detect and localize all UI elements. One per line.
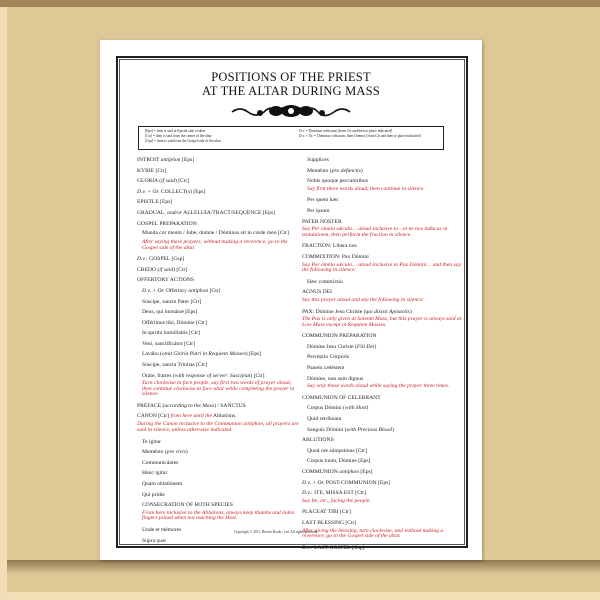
mass-part-item [137,401,302,412]
mass-part-item [302,166,467,177]
text-segment: ) [185,449,188,456]
text-segment: Per ipsum [307,207,330,214]
mass-part-item [137,297,302,308]
text-segment: Pax [310,316,322,323]
text-segment: Quam oblatiónem [142,481,183,487]
text-segment: pro defunctis [331,167,361,174]
legend-box [138,126,444,150]
mass-part-item [137,536,302,547]
rubric-note [302,187,467,193]
text-segment: FRACTION: Líbera nos [302,243,357,250]
text-segment: EPISTLE [Eps] [137,199,173,206]
text-segment: pro vivis [166,449,186,456]
text-segment: [Eps] [359,469,373,475]
text-segment: antiphon [160,157,181,163]
text-segment: Say this prayer aloud and say the following in silence: [302,296,424,303]
text-segment: Hæc commíxtio [307,278,343,285]
text-segment: ) [Eps] [245,351,262,358]
text-segment: Súscipe, sancte Pater [Ctr] [142,298,202,305]
text-segment: Nobis quoque peccatóribus [307,178,368,185]
text-segment: Communion antiphon, [213,421,266,428]
text-segment: Corpus Dómini ( [307,405,345,412]
text-segment: Ablutions, [200,509,227,516]
mass-part-item [137,447,302,458]
text-segment: PATER NOSTER [302,218,342,225]
mass-part-item [137,479,302,490]
text-segment: From here inclusive to the [142,509,201,516]
text-segment: During the [137,421,162,428]
mass-part-item [137,187,302,198]
text-segment: CREDO ( [137,266,160,273]
text-segment: Percéptio Córporis [307,354,350,361]
mass-part-item [302,403,467,414]
text-segment: Hanc igitur [142,470,168,477]
text-segment: Say [302,226,311,233]
text-segment: Per quem hæc [307,197,339,204]
text-segment: D.v.: [137,256,148,263]
mass-part-item [137,349,302,360]
text-segment: ) [Ctr] [173,266,188,273]
text-segment: Te igitur [142,438,162,445]
text-segment: etc., facing the people. [320,497,371,504]
text-segment: Súpplices [307,157,329,163]
mass-part-item [137,360,302,371]
text-segment: PREFACE ( [137,403,165,410]
mass-part-item [137,286,302,297]
text-segment: Meménto ( [142,449,167,456]
text-segment: Meménto ( [307,167,332,174]
mass-part-item [137,265,302,276]
text-segment: GLORIA ( [137,178,162,185]
text-segment: with Precious Blood [346,426,392,433]
text-segment: Fili Dei [356,343,375,350]
legend-ctr: [Ctr] = item is said from the center of the altar [145,134,212,139]
mass-part-item [302,414,467,425]
text-segment: Ablutions. [211,412,237,419]
text-segment: from here until the [170,412,212,419]
mass-part-item [302,241,467,252]
title-line-2: AT THE ALTAR DURING MASS [202,84,380,98]
text-segment: qui dixísti Apóstolis [365,308,410,315]
legend-dv: D.v. = Dominus vobiscum [from Ctr and then to place indicated] [299,129,393,133]
text-segment: Sanguis Dómini ( [307,426,347,433]
text-segment: ) [391,426,394,433]
text-segment: Lavábo ( [142,351,163,358]
text-segment: Unde et mémores [142,526,182,533]
text-segment: Offertory [164,287,189,294]
frame-shadow [7,560,600,574]
text-segment: D.v.: [302,544,313,551]
text-segment: GOSPEL [Gsp] [147,256,185,263]
text-segment: Corpus tuum, Dómine [Eps] [307,458,371,465]
text-segment: inclusive to the [179,421,213,428]
text-segment: aloud inclusive to [358,261,399,268]
text-segment: and/or [167,209,183,216]
text-segment: [Eps] [180,157,195,163]
text-segment: with response of server: Suscípiat [174,372,251,379]
text-segment: Ite, [310,497,321,504]
text-segment: ) [409,308,412,315]
text-segment: After saying these prayers, without making a reverence, go to the Gospel side of the altar. [142,238,288,251]
rubric-note [137,381,302,398]
mass-part-item [302,478,467,489]
rubric-note [302,317,467,328]
rubric-note [137,422,302,433]
text-segment: INTROIT [137,157,161,163]
mass-part-item [302,206,467,217]
text-segment: is only given at Solemn Mass, but this prayer is always said at Low Mass except in Requiem Masses. [302,316,462,328]
mass-part-item [302,435,467,446]
mass-part-item [137,155,302,166]
legend-gsp: [Gsp] = item is said from the Gospel side of the altar [145,139,221,144]
mass-part-item [137,166,302,177]
text-segment: OFFERTORY ACTIONS [137,277,195,284]
text-segment: Dómine, non sum dignus [307,375,364,382]
text-segment: if said [159,266,174,273]
mass-part-item [302,155,467,166]
mass-part-item [137,414,302,420]
page-title [100,70,482,98]
text-segment: GRADUAL, [137,209,168,216]
text-segment: CONSECRATION OF BOTH SPECIES [142,502,233,509]
text-segment: always keep thumbs and index fingers joined when not touching the Host. [142,509,295,522]
text-segment: ALLELUIA/TRACT/SEQUENCE [Eps] [182,209,275,216]
text-segment: ) [Ctr] [174,178,190,185]
text-segment: ) / SANCTUS [214,403,246,410]
text-segment: ) [374,343,377,350]
mass-part-item [302,456,467,467]
text-segment: Offérimus tibi, Dómine [Ctr] [142,319,207,326]
text-segment: Per ómnia sǽcula… [310,226,359,233]
text-segment: LAST GOSPEL [Gsp] [312,544,365,551]
text-segment: Per ómnia sǽcula… [310,261,359,268]
text-segment: COMMIXTION: Pax Dómini [302,253,369,260]
mass-part-item [137,468,302,479]
text-segment: Munda cor meum / Jube, domne / Dóminus sit in corde meo [Ctr] [142,230,289,237]
mass-part-item [137,197,302,208]
frame-bottom-edge [7,592,600,600]
text-segment: AGNUS DEI [302,289,332,296]
text-segment: The [302,316,311,323]
text-segment: D.v. + Or. [137,188,160,195]
mass-part-item [302,543,467,554]
rubric-note [302,263,467,274]
text-segment: Quod ore súmpsimus [Ctr] [307,447,367,454]
ornament-scroll-icon [230,102,352,120]
text-segment: POST-COMMUNION [Eps] [324,479,391,486]
rubric-note [137,511,302,522]
rubric-note [302,298,467,304]
mass-part-item [137,339,302,350]
text-segment: Qui prídie [142,491,165,498]
text-segment: COMMUNION OF CELEBRANT [302,394,381,401]
text-segment: Say first three words aloud, then continue in silence. [307,185,425,192]
frame-top-edge [0,0,600,7]
text-segment: COLLECT(s) [Eps] [159,188,206,195]
mass-part-item [302,352,467,363]
text-segment: aloud inclusive to [358,226,399,233]
text-segment: In spíritu humilitátis [Ctr] [142,330,200,337]
mass-part-item [302,467,467,478]
mass-part-item [302,331,467,342]
title-line-1: POSITIONS OF THE PRIEST [211,70,371,84]
mass-part-item [302,425,467,436]
mass-part-item [302,507,467,518]
mass-part-item [137,176,302,187]
mass-part-item [302,393,467,404]
mass-part-item [302,363,467,374]
text-segment: Say [302,497,311,504]
text-segment: then perform the fraction in silence. [331,231,412,238]
copyright-text: Copyright © 2011. Biretta Books, Ltd. All rights reserved. [234,530,318,534]
frame-left-edge [0,7,7,600]
text-segment: ) [Ctr] [250,372,265,379]
mass-part-item [302,446,467,457]
mass-part-item [137,328,302,339]
text-segment: COMMUNION PREPARATION [302,333,377,340]
rubric-note [137,240,302,251]
legend-dv-or: D.v. + Or. = Dominus vobiscum, then Oremus [from Ctr and then to place indicated] [299,134,421,139]
mass-part-item [137,307,302,318]
mass-part-item [137,208,302,219]
mass-part-item [137,458,302,469]
text-segment: D.v. + Or. [302,479,325,486]
mass-part-item [302,195,467,206]
text-segment: antiphon [339,469,360,475]
document-page [100,40,482,560]
mass-part-item [137,275,302,286]
text-segment: PLACEAT TIBI [Ctr] [302,509,351,516]
text-segment: Supra quæ [142,537,166,544]
text-segment: GOSPEL PREPARATION [137,220,197,227]
text-segment: D.v.: [302,490,313,497]
text-segment: COMMUNION [302,469,340,475]
mass-part-item [137,231,302,237]
rubric-note [302,529,467,540]
text-segment: Canon [161,421,180,428]
left-column [137,155,302,546]
text-segment: Turn clockwise to face people, say first two words of prayer aloud, then continue clockwise to face altar while completing the prayer in silence. [142,380,295,398]
text-segment: Say [302,261,311,268]
text-segment: [Ctr] [208,287,221,294]
text-segment: omit Glória Patri in Requiem Masses [162,351,246,358]
rubric-note [302,384,467,390]
legend-eps: [Eps] = item is said at Epistle side of altar [145,129,206,133]
text-segment: Communicántes [142,459,179,466]
text-segment: Oráte, fratres ( [142,372,175,379]
mass-part-item [302,342,467,353]
text-segment: After giving the blessing, turn clockwise, and without making a reverence, go to the Gospel side of the altar. [302,527,444,540]
text-segment: ITE, MISSA EST [Ctr] [312,490,366,497]
mass-part-item [302,277,467,288]
text-segment: Dómine Jesu Christe ( [307,343,357,350]
text-segment: PAX: Dómine Jesu Christe ( [302,308,366,315]
mass-part-item [137,318,302,329]
text-segment: ABLUTIONS [302,437,334,444]
mass-part-item [137,254,302,265]
text-segment: according to the Mass [164,403,215,410]
mass-part-item [137,219,302,230]
mass-part-item [137,490,302,501]
text-segment: antiphon [188,287,209,294]
text-segment: with Host [344,405,367,412]
text-segment: Deus, qui humánæ [Eps] [142,309,198,316]
text-segment: Pax Dómini… [398,261,433,268]
text-segment: LAST BLESSING [Ctr] [302,519,357,526]
text-segment: Veni, sanctificátor [Ctr] [142,340,195,347]
text-segment: all prayers are said in silence, unless otherwise indicated. [137,421,299,434]
text-segment: and then say the following in silence: [302,261,461,274]
text-segment: …et ne nos indúcas in tentatiónem, [302,226,448,238]
text-segment: if said [161,178,175,185]
right-column [302,155,467,553]
rubric-note [302,227,467,238]
text-segment: ) [360,167,363,174]
text-segment: CANON [Ctr] [137,412,171,419]
text-segment: Súscipe, sancta Trínitas [Ctr] [142,362,207,369]
rubric-note [302,499,467,505]
mass-part-item [137,437,302,448]
text-segment: KYRIE [Ctr] [137,167,167,174]
text-segment: D.v. + Or. [142,287,165,294]
text-segment: Panem cæléstem [307,365,345,372]
text-segment: ) [366,405,369,412]
text-segment: Quid retríbuam [307,416,342,423]
text-segment: Say only these words aloud while saying the prayer three times. [307,383,450,390]
